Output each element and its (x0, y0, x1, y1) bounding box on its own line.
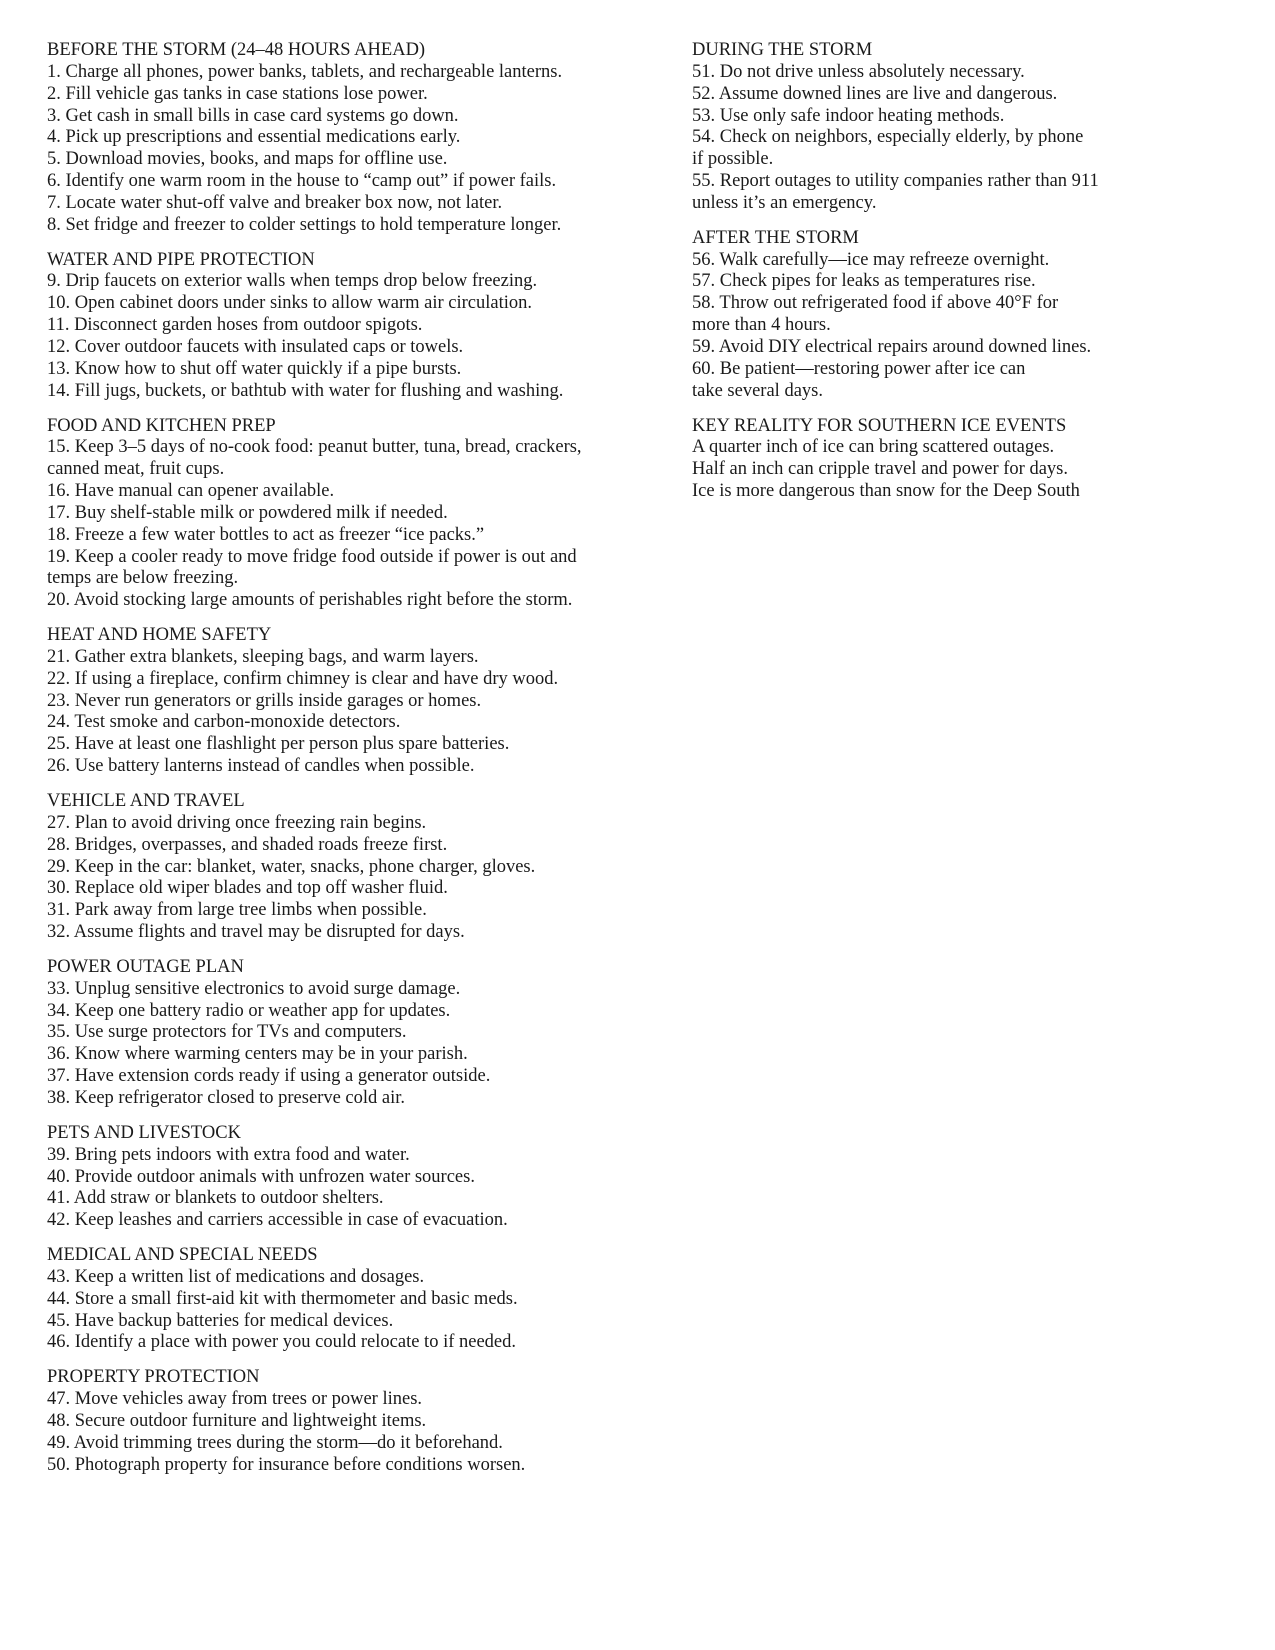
list-item: 36. Know where warming centers may be in your parish. (47, 1044, 468, 1065)
list-item: 41. Add straw or blankets to outdoor shelters. (47, 1188, 384, 1209)
list-item: 22. If using a fireplace, confirm chimney is clear and have dry wood. (47, 668, 559, 689)
section-key-reality-for-southern-ice-events (692, 416, 1187, 503)
list-item: more than 4 hours. (692, 315, 831, 336)
section-heading: PROPERTY PROTECTION (47, 1367, 260, 1388)
list-item: 34. Keep one battery radio or weather app for updates. (47, 1000, 451, 1021)
section-water-and-pipe-protection (47, 250, 667, 403)
list-item: 17. Buy shelf-stable milk or powdered milk if needed. (47, 502, 448, 523)
list-item: 21. Gather extra blankets, sleeping bags, and warm layers. (47, 646, 479, 667)
section-heading: DURING THE STORM (692, 40, 873, 60)
section-before-the-storm-24-48-hours-ahead (47, 40, 667, 237)
section-during-the-storm (692, 40, 1187, 215)
section-heading: PETS AND LIVESTOCK (47, 1122, 241, 1143)
list-item: 35. Use surge protectors for TVs and computers. (47, 1022, 407, 1043)
list-item: 39. Bring pets indoors with extra food and water. (47, 1144, 410, 1165)
list-item: 11. Disconnect garden hoses from outdoor spigots. (47, 315, 423, 336)
list-item: 9. Drip faucets on exterior walls when temps drop below freezing. (47, 271, 538, 292)
list-item: if possible. (692, 149, 774, 170)
list-item: 19. Keep a cooler ready to move fridge food outside if power is out and (47, 546, 577, 567)
list-item: Half an inch can cripple travel and power for days. (692, 459, 1069, 480)
section-heading: HEAT AND HOME SAFETY (47, 625, 272, 646)
list-item: 30. Replace old wiper blades and top off washer fluid. (47, 878, 448, 899)
list-item: 45. Have backup batteries for medical devices. (47, 1310, 394, 1331)
list-item: 33. Unplug sensitive electronics to avoid surge damage. (47, 978, 461, 999)
list-item: 58. Throw out refrigerated food if above 40°F for (692, 293, 1059, 314)
list-item: 42. Keep leashes and carriers accessible in case of evacuation. (47, 1210, 508, 1231)
list-item: 43. Keep a written list of medications and dosages. (47, 1266, 425, 1287)
list-item: 38. Keep refrigerator closed to preserve cold air. (47, 1087, 406, 1108)
list-item: 29. Keep in the car: blanket, water, snacks, phone charger, gloves. (47, 856, 536, 877)
list-item: 16. Have manual can opener available. (47, 481, 335, 502)
section-heading: VEHICLE AND TRAVEL (47, 791, 245, 811)
list-item: 8. Set fridge and freezer to colder settings to hold temperature longer. (47, 214, 562, 235)
section-vehicle-and-travel (47, 791, 667, 944)
list-item: 14. Fill jugs, buckets, or bathtub with water for flushing and washing. (47, 380, 564, 401)
section-heading: AFTER THE STORM (692, 227, 859, 248)
list-item: 49. Avoid trimming trees during the storm—do it beforehand. (47, 1432, 503, 1453)
list-item: 28. Bridges, overpasses, and shaded roads freeze first. (47, 834, 448, 855)
section-heat-and-home-safety (47, 625, 667, 778)
list-item: canned meat, fruit cups. (47, 459, 225, 480)
section-heading: POWER OUTAGE PLAN (47, 956, 244, 977)
list-item: 51. Do not drive unless absolutely necessary. (692, 61, 1025, 82)
list-item: 18. Freeze a few water bottles to act as freezer “ice packs.” (47, 524, 485, 545)
section-heading: FOOD AND KITCHEN PREP (47, 415, 276, 436)
list-item: 54. Check on neighbors, especially elderly, by phone (692, 127, 1084, 148)
list-item: 53. Use only safe indoor heating methods. (692, 105, 1005, 126)
list-item: 13. Know how to shut off water quickly if a pipe bursts. (47, 358, 462, 379)
list-item: 40. Provide outdoor animals with unfrozen water sources. (47, 1166, 475, 1187)
list-item: 1. Charge all phones, power banks, tablets, and rechargeable lanterns. (47, 61, 563, 82)
list-item: A quarter inch of ice can bring scattered outages. (692, 437, 1055, 458)
list-item: 23. Never run generators or grills inside garages or homes. (47, 690, 482, 711)
section-food-and-kitchen-prep (47, 416, 667, 613)
list-item: 3. Get cash in small bills in case card systems go down. (47, 105, 459, 126)
list-item: 10. Open cabinet doors under sinks to allow warm air circulation. (47, 293, 532, 314)
list-item: 12. Cover outdoor faucets with insulated caps or towels. (47, 336, 464, 357)
list-item: 57. Check pipes for leaks as temperatures rise. (692, 271, 1036, 292)
list-item: unless it’s an emergency. (692, 192, 877, 213)
list-item: 31. Park away from large tree limbs when possible. (47, 900, 427, 921)
list-item: 24. Test smoke and carbon-monoxide detectors. (47, 712, 401, 733)
list-item: 47. Move vehicles away from trees or power lines. (47, 1389, 423, 1410)
list-item: 44. Store a small first-aid kit with thermometer and basic meds. (47, 1288, 518, 1309)
list-item: 7. Locate water shut-off valve and breaker box now, not later. (47, 192, 503, 213)
list-item: 5. Download movies, books, and maps for offline use. (47, 149, 448, 170)
list-item: 59. Avoid DIY electrical repairs around downed lines. (692, 336, 1092, 357)
section-heading: BEFORE THE STORM (24–48 HOURS AHEAD) (47, 40, 426, 60)
section-after-the-storm (692, 228, 1187, 403)
list-item: 2. Fill vehicle gas tanks in case stations lose power. (47, 83, 428, 104)
section-pets-and-livestock (47, 1123, 667, 1232)
list-item: 27. Plan to avoid driving once freezing rain begins. (47, 812, 427, 833)
list-item: 56. Walk carefully—ice may refreeze overnight. (692, 249, 1050, 270)
list-item: 32. Assume flights and travel may be disrupted for days. (47, 922, 465, 943)
list-item: 4. Pick up prescriptions and essential medications early. (47, 127, 461, 148)
list-item: take several days. (692, 380, 823, 401)
section-heading: KEY REALITY FOR SOUTHERN ICE EVENTS (692, 415, 1067, 436)
left-column (47, 40, 667, 1489)
list-item: 15. Keep 3–5 days of no-cook food: peanut butter, tuna, bread, crackers, (47, 437, 582, 458)
right-column (692, 40, 1187, 516)
section-heading: WATER AND PIPE PROTECTION (47, 249, 315, 270)
list-item: 20. Avoid stocking large amounts of perishables right before the storm. (47, 590, 573, 611)
list-item: 37. Have extension cords ready if using a generator outside. (47, 1066, 491, 1087)
list-item: 26. Use battery lanterns instead of candles when possible. (47, 756, 475, 777)
section-medical-and-special-needs (47, 1245, 667, 1354)
list-item: temps are below freezing. (47, 568, 239, 589)
list-item: 50. Photograph property for insurance before conditions worsen. (47, 1454, 526, 1475)
list-item: 52. Assume downed lines are live and dangerous. (692, 83, 1058, 104)
list-item: 55. Report outages to utility companies rather than 911 (692, 171, 1099, 192)
section-power-outage-plan (47, 957, 667, 1110)
list-item: 46. Identify a place with power you could relocate to if needed. (47, 1332, 517, 1353)
list-item: 60. Be patient—restoring power after ice can (692, 358, 1026, 379)
list-item: 25. Have at least one flashlight per person plus spare batteries. (47, 734, 510, 755)
section-property-protection (47, 1367, 667, 1476)
list-item: 6. Identify one warm room in the house to “camp out” if power fails. (47, 171, 557, 192)
section-heading: MEDICAL AND SPECIAL NEEDS (47, 1245, 318, 1266)
list-item: Ice is more dangerous than snow for the Deep South (692, 481, 1080, 502)
list-item: 48. Secure outdoor furniture and lightweight items. (47, 1410, 427, 1431)
